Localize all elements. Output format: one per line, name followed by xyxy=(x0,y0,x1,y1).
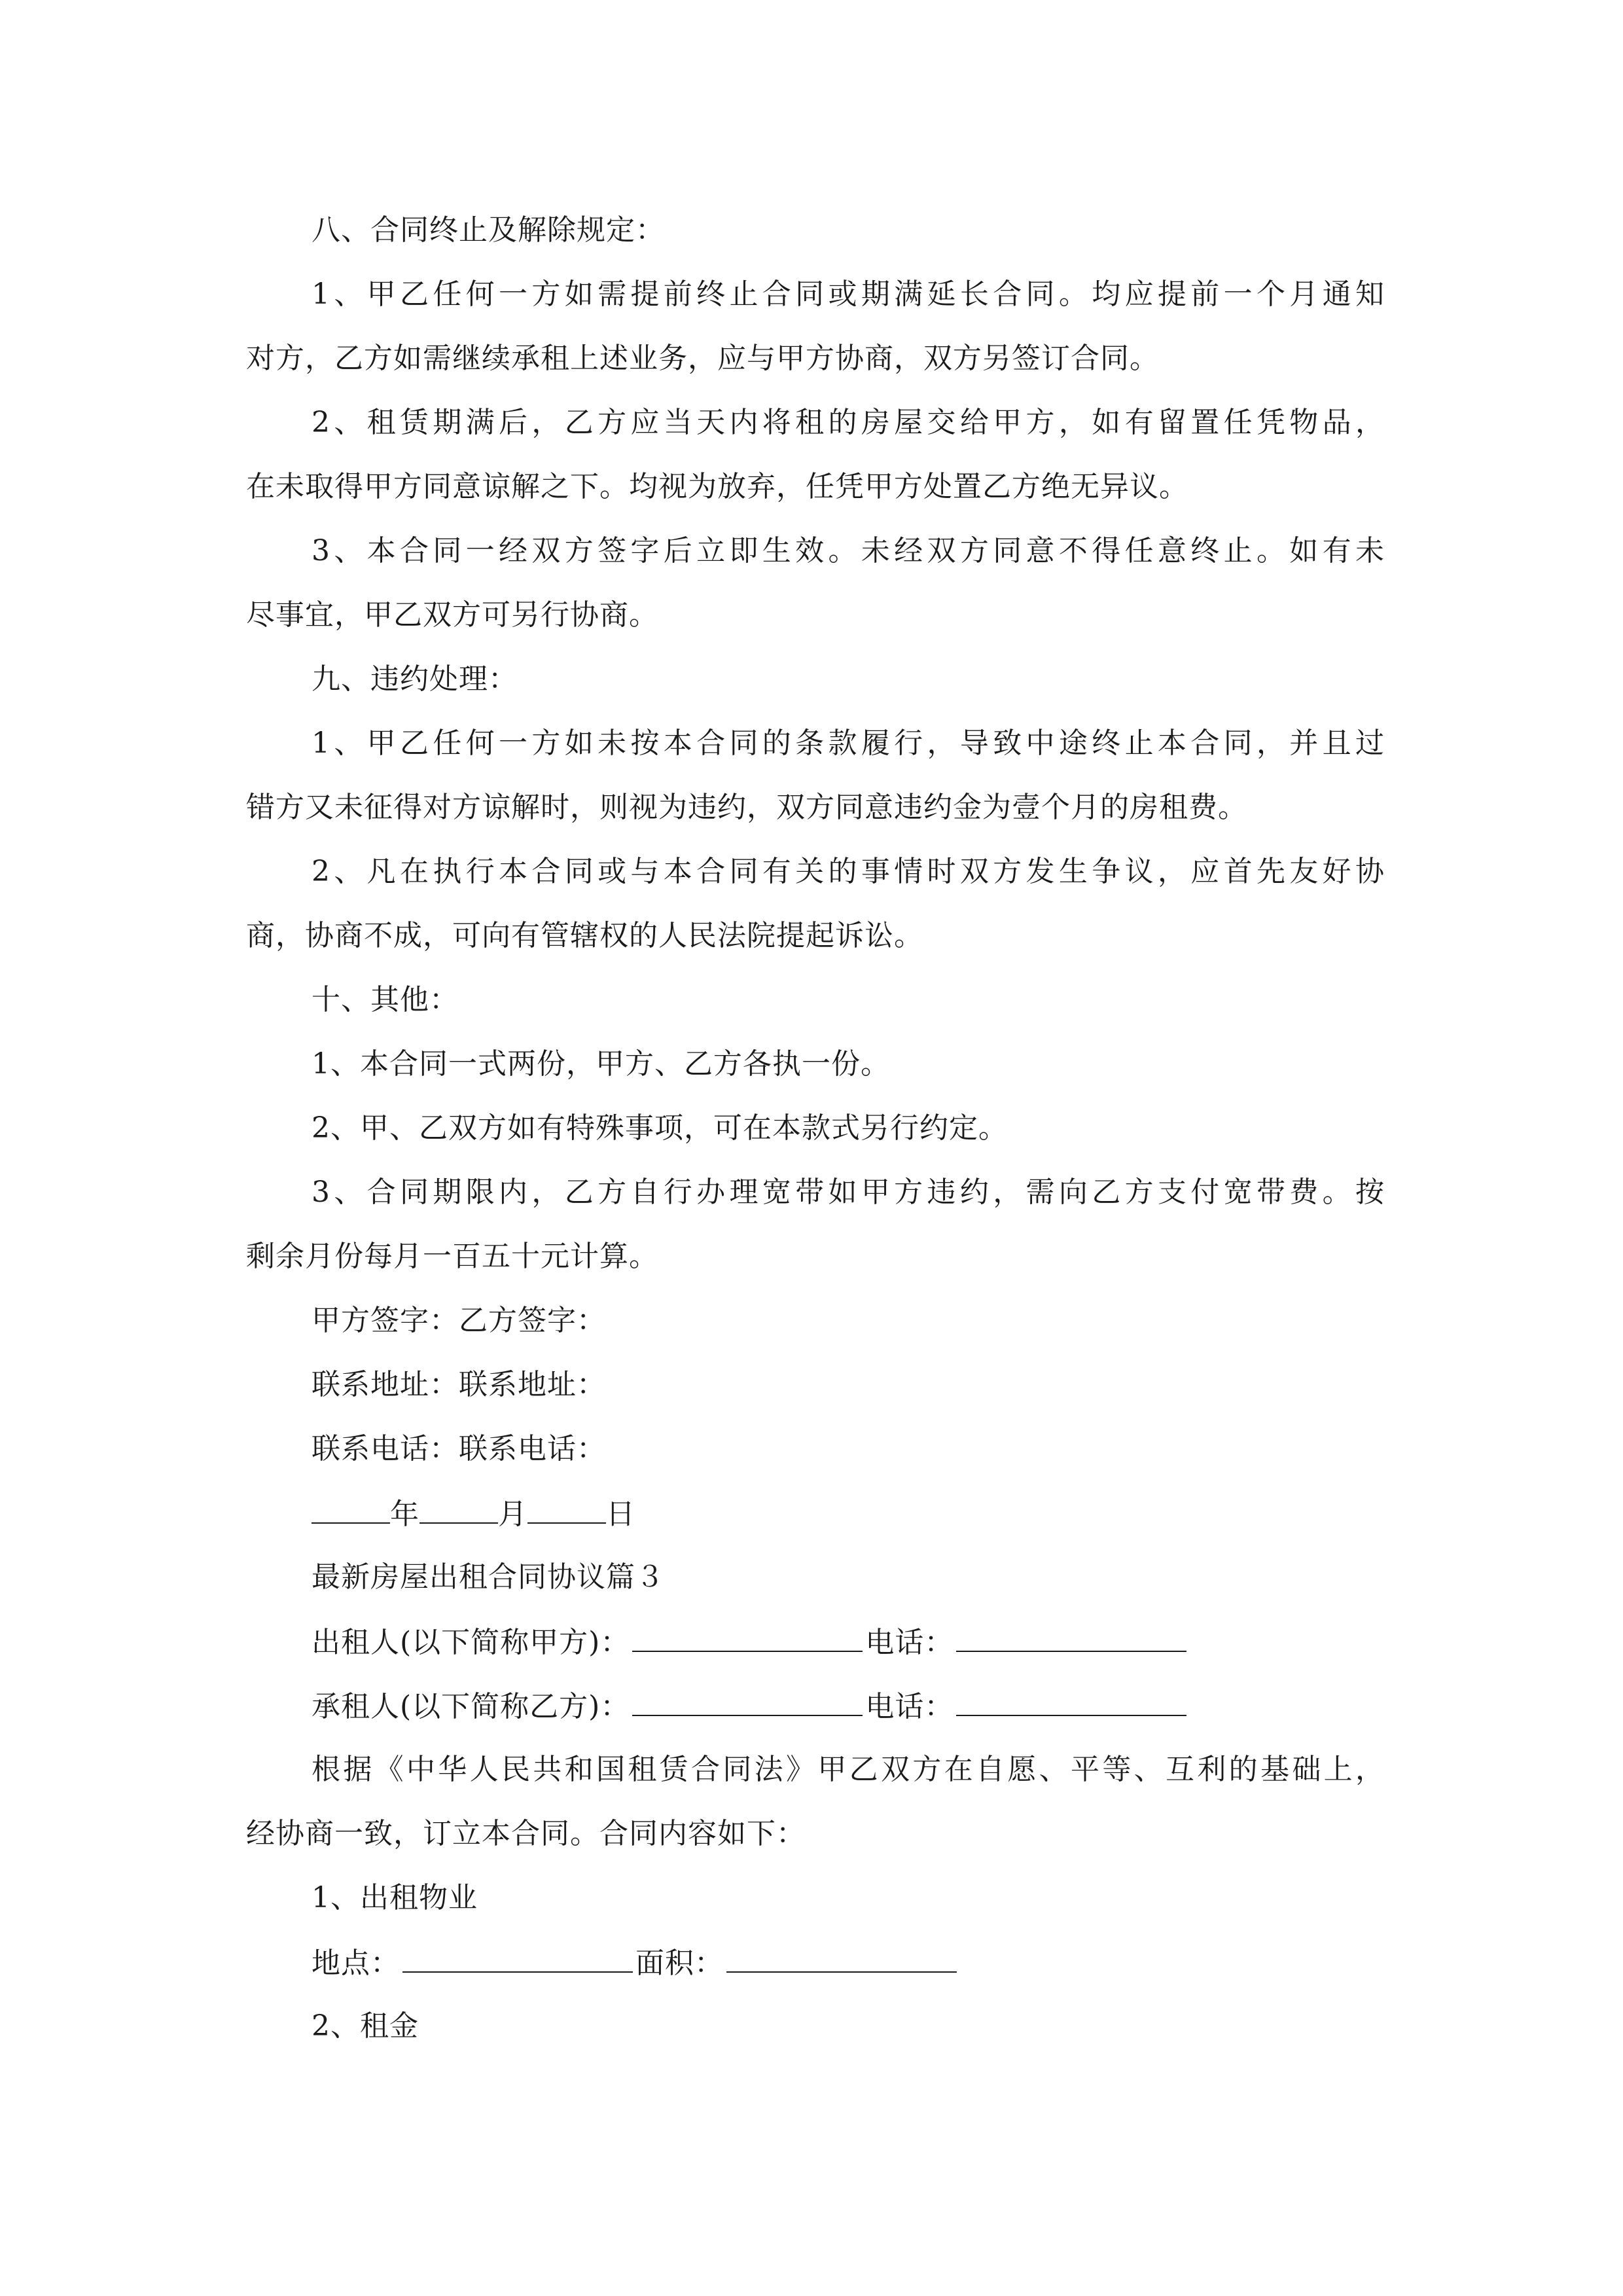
year-blank[interactable] xyxy=(312,1494,390,1524)
paragraph-line: 错方又未征得对方谅解时，则视为违约，双方同意违约金为壹个月的房租费。 xyxy=(246,791,1247,824)
paragraph-line: 在未取得甲方同意谅解之下。均视为放弃，任凭甲方处置乙方绝无异议。 xyxy=(246,470,1188,503)
section-heading-other: 十、其他： xyxy=(312,983,459,1016)
lessor-name-blank[interactable] xyxy=(632,1622,863,1652)
lessor-phone-blank[interactable] xyxy=(956,1622,1186,1652)
paragraph-line: 1、甲乙任何一方如未按本合同的条款履行，导致中途终止本合同，并且过 xyxy=(312,726,1385,760)
paragraph-line: 2、甲、乙双方如有特殊事项，可在本款式另行约定。 xyxy=(312,1111,1008,1145)
paragraph-line: 3、本合同一经双方签字后立即生效。未经双方同意不得任意终止。如有未 xyxy=(312,534,1385,567)
phone-line: 联系电话：联系电话： xyxy=(312,1432,606,1465)
lessor-phone-label: 电话： xyxy=(865,1626,954,1659)
area-blank[interactable] xyxy=(726,1943,957,1973)
lessor-line xyxy=(312,1622,1450,1661)
subtitle: 最新房屋出租合同协议篇３ xyxy=(312,1560,665,1594)
lessee-name-blank[interactable] xyxy=(632,1686,863,1716)
section-heading-breach: 九、违约处理： xyxy=(312,662,518,696)
address-line: 联系地址：联系地址： xyxy=(312,1368,606,1401)
paragraph-line: 1、甲乙任何一方如需提前终止合同或期满延长合同。均应提前一个月通知 xyxy=(312,278,1385,311)
year-label: 年 xyxy=(390,1498,419,1531)
day-blank[interactable] xyxy=(527,1494,606,1524)
signature-line: 甲方签字：乙方签字： xyxy=(312,1304,606,1337)
paragraph-line: 经协商一致，订立本合同。合同内容如下： xyxy=(246,1817,806,1850)
day-label: 日 xyxy=(606,1498,635,1531)
paragraph-line: 商，协商不成，可向有管辖权的人民法院提起诉讼。 xyxy=(246,919,923,952)
location-label: 地点： xyxy=(312,1946,400,1980)
paragraph-line: 尽事宜，甲乙双方可另行协商。 xyxy=(246,598,658,632)
paragraph-line: 根据《中华人民共和国租赁合同法》甲乙双方在自愿、平等、互利的基础上， xyxy=(312,1753,1385,1786)
location-blank[interactable] xyxy=(402,1943,633,1973)
item-heading-property: 1、出租物业 xyxy=(312,1881,478,1914)
section-heading-termination: 八、合同终止及解除规定： xyxy=(312,213,665,247)
lessee-phone-label: 电话： xyxy=(865,1690,954,1723)
paragraph-line: 2、租赁期满后，乙方应当天内将租的房屋交给甲方，如有留置任凭物品， xyxy=(312,406,1385,439)
date-line xyxy=(312,1494,1450,1533)
lessee-line xyxy=(312,1686,1450,1725)
month-label: 月 xyxy=(498,1498,527,1531)
paragraph-line: 1、本合同一式两份，甲方、乙方各执一份。 xyxy=(312,1047,890,1081)
paragraph-line: 3、合同期限内，乙方自行办理宽带如甲方违约，需向乙方支付宽带费。按 xyxy=(312,1175,1385,1209)
property-line xyxy=(312,1943,1450,1982)
paragraph-line: 对方，乙方如需继续承租上述业务，应与甲方协商，双方另签订合同。 xyxy=(246,342,1159,375)
paragraph-line: 2、凡在执行本合同或与本合同有关的事情时双方发生争议，应首先友好协 xyxy=(312,855,1385,888)
item-heading-rent: 2、租金 xyxy=(312,2009,419,2043)
paragraph-line: 剩余月份每月一百五十元计算。 xyxy=(246,1240,658,1273)
area-label: 面积： xyxy=(635,1946,724,1980)
lessee-phone-blank[interactable] xyxy=(956,1686,1186,1716)
month-blank[interactable] xyxy=(419,1494,498,1524)
lessor-label: 出租人(以下简称甲方)： xyxy=(312,1626,630,1659)
lessee-label: 承租人(以下简称乙方)： xyxy=(312,1690,630,1723)
